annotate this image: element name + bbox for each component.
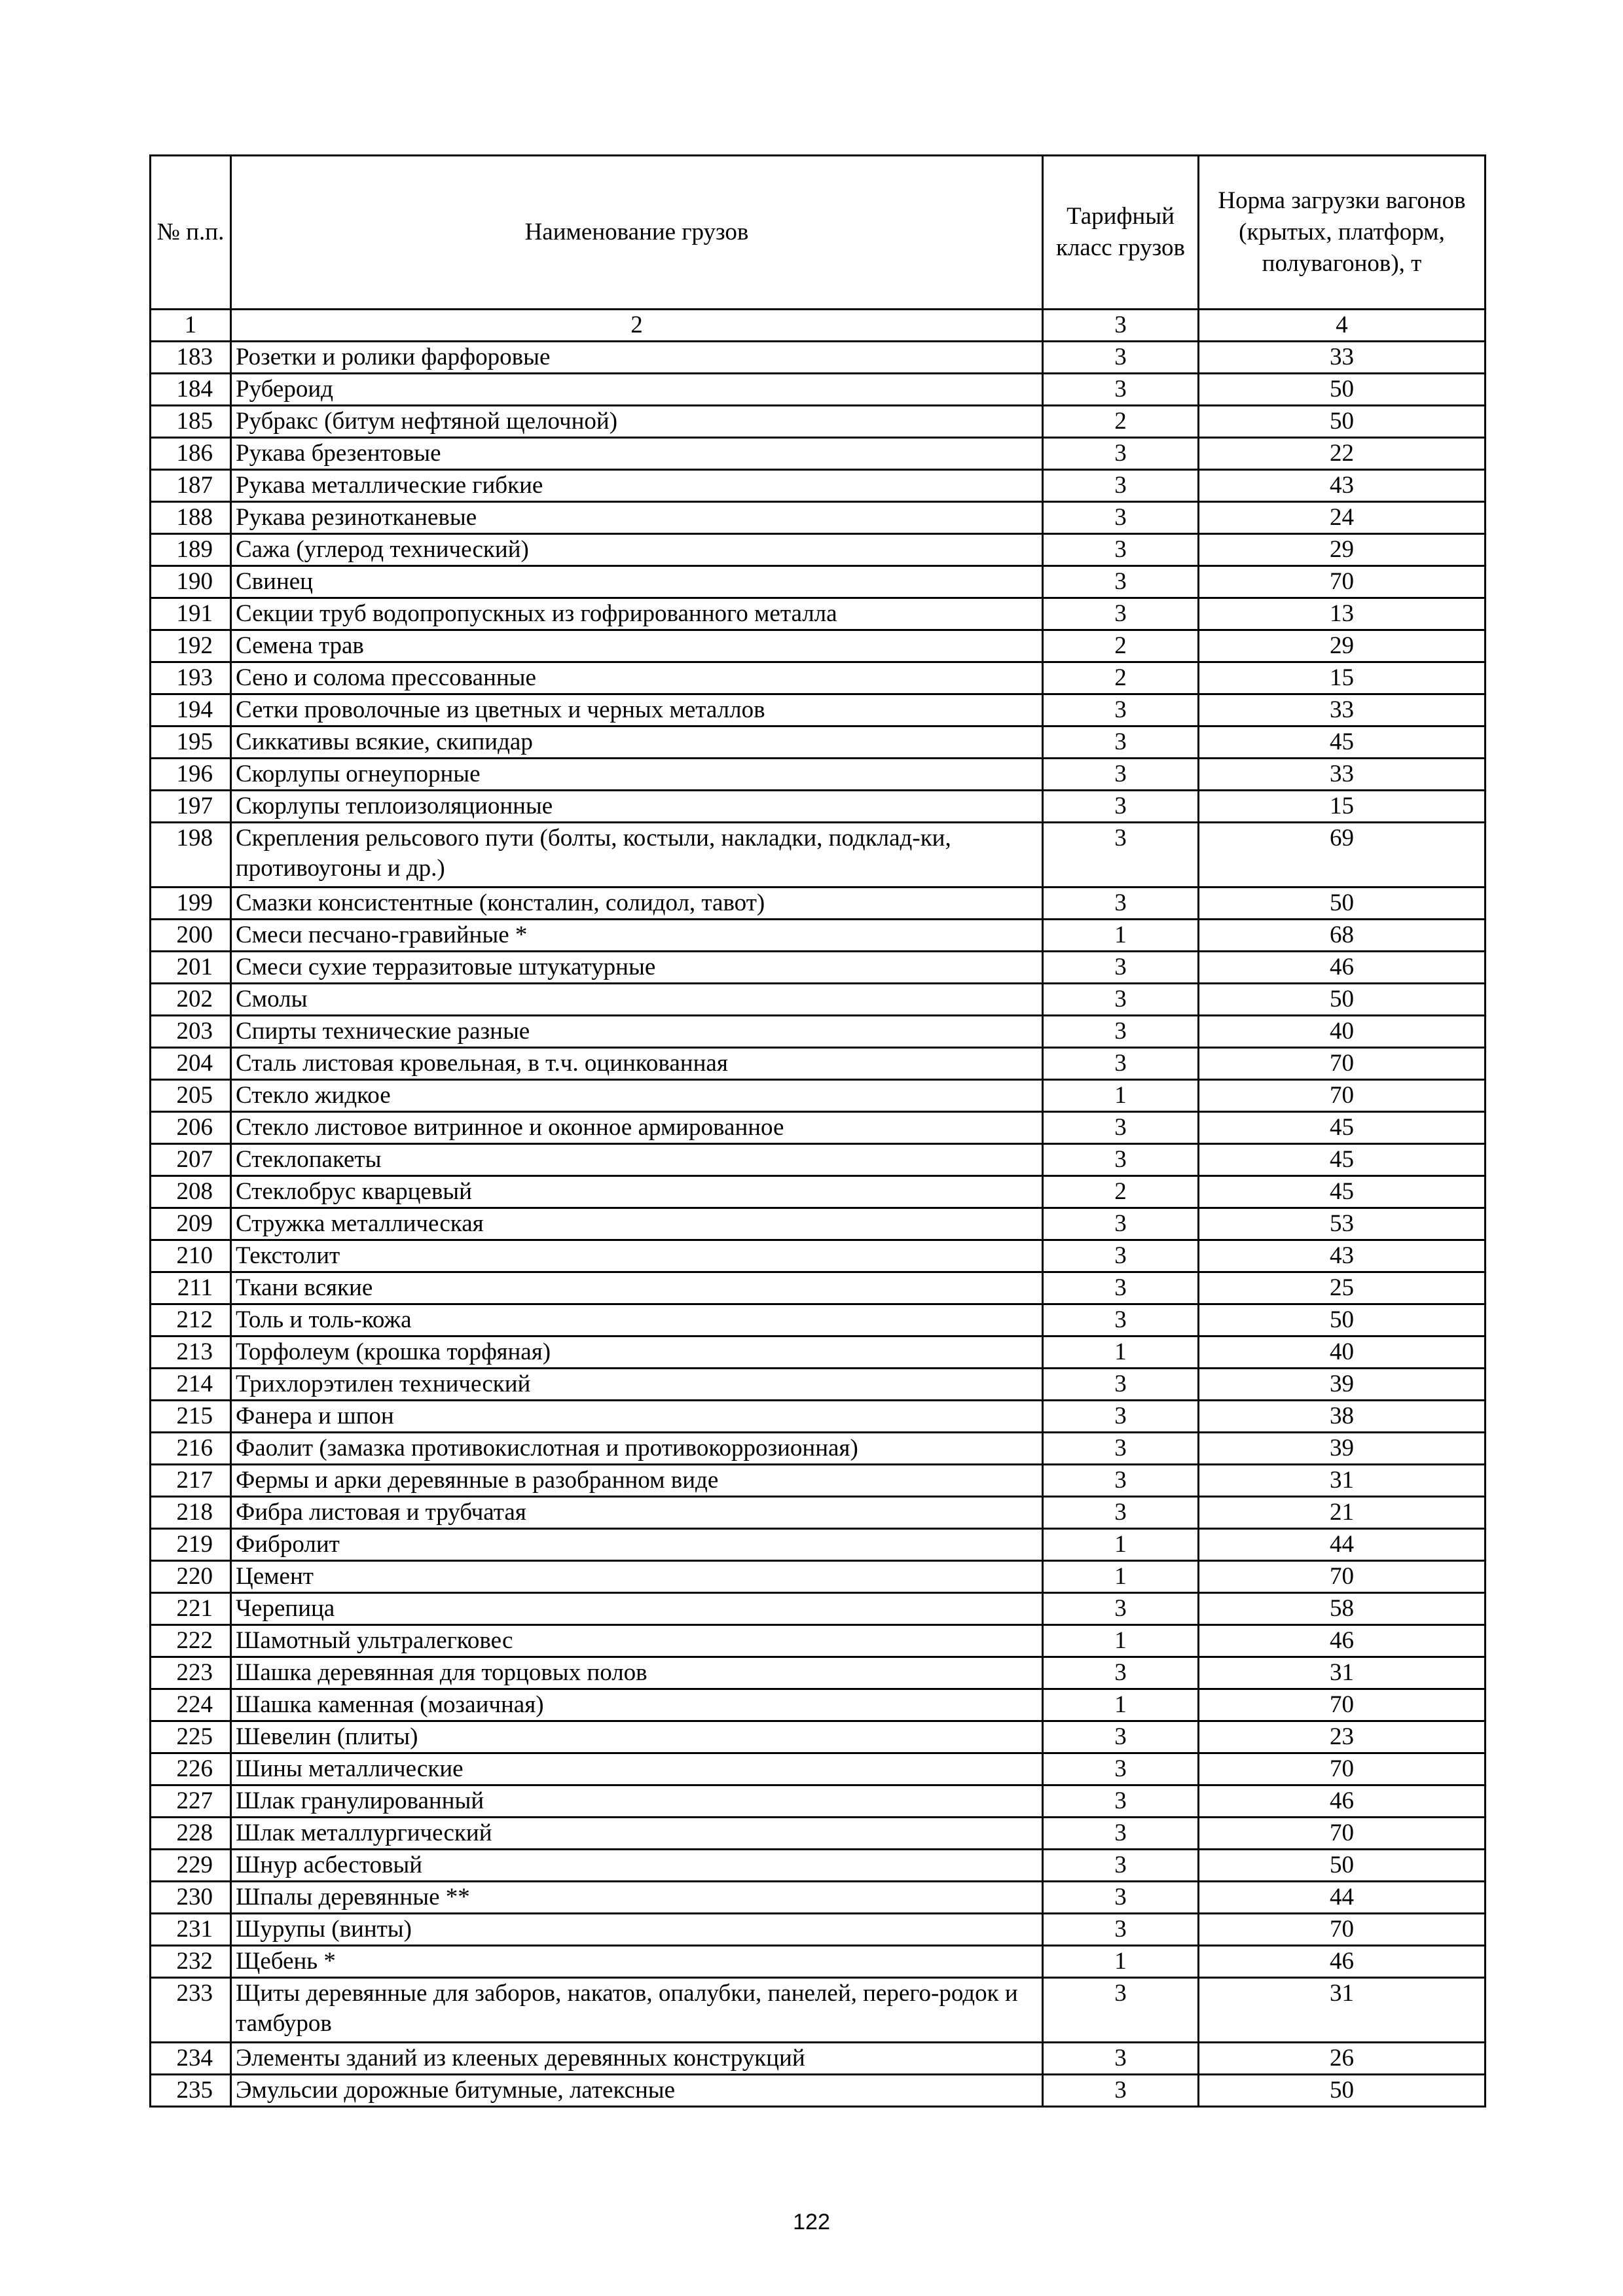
- tariff-class: 3: [1043, 1208, 1199, 1240]
- tariff-class: 3: [1043, 598, 1199, 630]
- load-norm: 46: [1199, 1625, 1486, 1657]
- load-norm: 44: [1199, 1529, 1486, 1561]
- table-row: [151, 1048, 1486, 1080]
- row-number: 197: [151, 791, 231, 823]
- load-norm: 58: [1199, 1593, 1486, 1625]
- cargo-name: Цемент: [231, 1561, 1043, 1593]
- load-norm: 24: [1199, 502, 1486, 534]
- cargo-name: Элементы зданий из клееных деревянных конструкций: [231, 2043, 1043, 2075]
- row-number: 228: [151, 1818, 231, 1850]
- row-number: 221: [151, 1593, 231, 1625]
- table-row: [151, 534, 1486, 566]
- cargo-name: Толь и толь-кожа: [231, 1304, 1043, 1336]
- cargo-name: Секции труб водопропускных из гофрированного металла: [231, 598, 1043, 630]
- load-norm: 31: [1199, 1657, 1486, 1689]
- load-norm: 38: [1199, 1401, 1486, 1433]
- load-norm: 70: [1199, 1818, 1486, 1850]
- row-number: 212: [151, 1304, 231, 1336]
- table-row: [151, 1336, 1486, 1369]
- table-row: [151, 598, 1486, 630]
- row-number: 200: [151, 920, 231, 952]
- row-number: 215: [151, 1401, 231, 1433]
- table-row: [151, 406, 1486, 438]
- row-number: 226: [151, 1753, 231, 1785]
- row-number: 235: [151, 2075, 231, 2107]
- column-number-row: [151, 310, 1486, 342]
- row-number: 209: [151, 1208, 231, 1240]
- load-norm: 43: [1199, 470, 1486, 502]
- cargo-name: Трихлорэтилен технический: [231, 1369, 1043, 1401]
- row-number: 234: [151, 2043, 231, 2075]
- load-norm: 13: [1199, 598, 1486, 630]
- cargo-name: Сталь листовая кровельная, в т.ч. оцинкованная: [231, 1048, 1043, 1080]
- table-row: [151, 791, 1486, 823]
- table-row: [151, 1914, 1486, 1946]
- load-norm: 39: [1199, 1433, 1486, 1465]
- load-norm: 33: [1199, 694, 1486, 726]
- table-row: [151, 1433, 1486, 1465]
- tariff-class: 3: [1043, 1112, 1199, 1144]
- tariff-class: 2: [1043, 406, 1199, 438]
- table-row: [151, 1721, 1486, 1753]
- table-row: [151, 1304, 1486, 1336]
- table-row: [151, 1112, 1486, 1144]
- table-row: [151, 1882, 1486, 1914]
- column-number: 1: [151, 310, 231, 342]
- load-norm: 46: [1199, 952, 1486, 984]
- row-number: 231: [151, 1914, 231, 1946]
- row-number: 199: [151, 888, 231, 920]
- table-row: [151, 342, 1486, 374]
- cargo-name: Шлак гранулированный: [231, 1785, 1043, 1818]
- table-row: [151, 1978, 1486, 2043]
- table-row: [151, 1657, 1486, 1689]
- tariff-class: 3: [1043, 1401, 1199, 1433]
- load-norm: 70: [1199, 1561, 1486, 1593]
- row-number: 189: [151, 534, 231, 566]
- load-norm: 39: [1199, 1369, 1486, 1401]
- cargo-name: Черепица: [231, 1593, 1043, 1625]
- tariff-class: 3: [1043, 1785, 1199, 1818]
- load-norm: 31: [1199, 1465, 1486, 1497]
- table-row: [151, 952, 1486, 984]
- cargo-name: Стеклобрус кварцевый: [231, 1176, 1043, 1208]
- cargo-name: Фанера и шпон: [231, 1401, 1043, 1433]
- table-row: [151, 1497, 1486, 1529]
- tariff-class: 1: [1043, 1689, 1199, 1721]
- row-number: 213: [151, 1336, 231, 1369]
- tariff-class: 1: [1043, 1080, 1199, 1112]
- table-row: [151, 1240, 1486, 1272]
- table-row: [151, 823, 1486, 888]
- load-norm: 46: [1199, 1946, 1486, 1978]
- cargo-name: Сено и солома прессованные: [231, 662, 1043, 694]
- table-row: [151, 1401, 1486, 1433]
- cargo-name: Щиты деревянные для заборов, накатов, опалубки, панелей, перего-родок и тамбуров: [231, 1978, 1043, 2043]
- tariff-class: 3: [1043, 1272, 1199, 1304]
- table-row: [151, 1561, 1486, 1593]
- tariff-class: 1: [1043, 1625, 1199, 1657]
- load-norm: 40: [1199, 1016, 1486, 1048]
- cargo-name: Сиккативы всякие, скипидар: [231, 726, 1043, 759]
- cargo-name: Эмульсии дорожные битумные, латексные: [231, 2075, 1043, 2107]
- tariff-class: 2: [1043, 1176, 1199, 1208]
- cargo-name: Стекло листовое витринное и оконное армированное: [231, 1112, 1043, 1144]
- cargo-name: Стружка металлическая: [231, 1208, 1043, 1240]
- tariff-class: 1: [1043, 1529, 1199, 1561]
- load-norm: 15: [1199, 662, 1486, 694]
- row-number: 188: [151, 502, 231, 534]
- cargo-name: Смазки консистентные (консталин, солидол, тавот): [231, 888, 1043, 920]
- table-row: [151, 888, 1486, 920]
- tariff-class: 3: [1043, 1818, 1199, 1850]
- tariff-class: 3: [1043, 1144, 1199, 1176]
- row-number: 184: [151, 374, 231, 406]
- tariff-class: 3: [1043, 1657, 1199, 1689]
- load-norm: 50: [1199, 1304, 1486, 1336]
- tariff-class: 1: [1043, 1561, 1199, 1593]
- load-norm: 50: [1199, 984, 1486, 1016]
- cargo-name: Рубракс (битум нефтяной щелочной): [231, 406, 1043, 438]
- row-number: 198: [151, 823, 231, 888]
- tariff-class: 1: [1043, 1336, 1199, 1369]
- table-row: [151, 1946, 1486, 1978]
- cargo-name: Ткани всякие: [231, 1272, 1043, 1304]
- tariff-class: 3: [1043, 1240, 1199, 1272]
- row-number: 205: [151, 1080, 231, 1112]
- load-norm: 46: [1199, 1785, 1486, 1818]
- cargo-name: Смеси сухие терразитовые штукатурные: [231, 952, 1043, 984]
- table-row: [151, 1818, 1486, 1850]
- tariff-class: 3: [1043, 374, 1199, 406]
- cargo-name: Фаолит (замазка противокислотная и противокоррозионная): [231, 1433, 1043, 1465]
- column-number: 4: [1199, 310, 1486, 342]
- table-row: [151, 662, 1486, 694]
- cargo-name: Рукава металлические гибкие: [231, 470, 1043, 502]
- row-number: 204: [151, 1048, 231, 1080]
- cargo-name: Фермы и арки деревянные в разобранном виде: [231, 1465, 1043, 1497]
- load-norm: 50: [1199, 1850, 1486, 1882]
- load-norm: 22: [1199, 438, 1486, 470]
- table-row: [151, 1689, 1486, 1721]
- cargo-name: Шнур асбестовый: [231, 1850, 1043, 1882]
- tariff-class: 3: [1043, 1882, 1199, 1914]
- tariff-class: 3: [1043, 694, 1199, 726]
- row-number: 203: [151, 1016, 231, 1048]
- tariff-class: 3: [1043, 1304, 1199, 1336]
- load-norm: 21: [1199, 1497, 1486, 1529]
- cargo-name: Шлак металлургический: [231, 1818, 1043, 1850]
- cargo-name: Шевелин (плиты): [231, 1721, 1043, 1753]
- cargo-name: Шпалы деревянные **: [231, 1882, 1043, 1914]
- tariff-class: 3: [1043, 342, 1199, 374]
- row-number: 222: [151, 1625, 231, 1657]
- load-norm: 50: [1199, 888, 1486, 920]
- table-row: [151, 2075, 1486, 2107]
- tariff-class: 3: [1043, 952, 1199, 984]
- row-number: 185: [151, 406, 231, 438]
- table-row: [151, 1144, 1486, 1176]
- load-norm: 45: [1199, 1176, 1486, 1208]
- table-row: [151, 984, 1486, 1016]
- cargo-name: Рукава резинотканевые: [231, 502, 1043, 534]
- cargo-name: Шины металлические: [231, 1753, 1043, 1785]
- row-number: 233: [151, 1978, 231, 2043]
- load-norm: 69: [1199, 823, 1486, 888]
- cargo-name: Торфолеум (крошка торфяная): [231, 1336, 1043, 1369]
- header-tariff-class: Тарифный класс грузов: [1043, 156, 1199, 310]
- table-row: [151, 1625, 1486, 1657]
- tariff-class: 3: [1043, 1497, 1199, 1529]
- load-norm: 15: [1199, 791, 1486, 823]
- header-name: Наименование грузов: [231, 156, 1043, 310]
- row-number: 194: [151, 694, 231, 726]
- row-number: 202: [151, 984, 231, 1016]
- cargo-name: Шашка деревянная для торцовых полов: [231, 1657, 1043, 1689]
- tariff-class: 3: [1043, 566, 1199, 598]
- column-number: 2: [231, 310, 1043, 342]
- load-norm: 40: [1199, 1336, 1486, 1369]
- tariff-class: 3: [1043, 502, 1199, 534]
- row-number: 225: [151, 1721, 231, 1753]
- load-norm: 70: [1199, 566, 1486, 598]
- table-row: [151, 1016, 1486, 1048]
- row-number: 196: [151, 759, 231, 791]
- table-row: [151, 1850, 1486, 1882]
- tariff-class: 3: [1043, 823, 1199, 888]
- row-number: 208: [151, 1176, 231, 1208]
- cargo-name: Смеси песчано-гравийные *: [231, 920, 1043, 952]
- load-norm: 70: [1199, 1689, 1486, 1721]
- cargo-name: Стеклопакеты: [231, 1144, 1043, 1176]
- tariff-class: 3: [1043, 1433, 1199, 1465]
- row-number: 186: [151, 438, 231, 470]
- tariff-class: 3: [1043, 1978, 1199, 2043]
- row-number: 183: [151, 342, 231, 374]
- tariff-class: 3: [1043, 759, 1199, 791]
- cargo-name: Сажа (углерод технический): [231, 534, 1043, 566]
- table-row: [151, 726, 1486, 759]
- load-norm: 33: [1199, 342, 1486, 374]
- tariff-class: 3: [1043, 726, 1199, 759]
- row-number: 220: [151, 1561, 231, 1593]
- tariff-class: 3: [1043, 1048, 1199, 1080]
- cargo-name: Стекло жидкое: [231, 1080, 1043, 1112]
- load-norm: 26: [1199, 2043, 1486, 2075]
- table-row: [151, 566, 1486, 598]
- row-number: 192: [151, 630, 231, 662]
- cargo-name: Спирты технические разные: [231, 1016, 1043, 1048]
- tariff-class: 3: [1043, 1914, 1199, 1946]
- load-norm: 45: [1199, 726, 1486, 759]
- row-number: 224: [151, 1689, 231, 1721]
- table-row: [151, 438, 1486, 470]
- load-norm: 68: [1199, 920, 1486, 952]
- cargo-name: Смолы: [231, 984, 1043, 1016]
- cargo-name: Шамотный ультралегковес: [231, 1625, 1043, 1657]
- cargo-name: Фибролит: [231, 1529, 1043, 1561]
- cargo-name: Рубероид: [231, 374, 1043, 406]
- tariff-class: 3: [1043, 470, 1199, 502]
- cargo-name: Скорлупы огнеупорные: [231, 759, 1043, 791]
- header-num: № п.п.: [151, 156, 231, 310]
- header-row: [151, 156, 1486, 310]
- load-norm: 50: [1199, 374, 1486, 406]
- row-number: 230: [151, 1882, 231, 1914]
- row-number: 207: [151, 1144, 231, 1176]
- load-norm: 29: [1199, 630, 1486, 662]
- table-row: [151, 1753, 1486, 1785]
- load-norm: 53: [1199, 1208, 1486, 1240]
- cargo-name: Фибра листовая и трубчатая: [231, 1497, 1043, 1529]
- load-norm: 45: [1199, 1144, 1486, 1176]
- tariff-class: 3: [1043, 1753, 1199, 1785]
- load-norm: 25: [1199, 1272, 1486, 1304]
- load-norm: 50: [1199, 2075, 1486, 2107]
- row-number: 217: [151, 1465, 231, 1497]
- tariff-class: 3: [1043, 2043, 1199, 2075]
- table-row: [151, 1529, 1486, 1561]
- cargo-name: Розетки и ролики фарфоровые: [231, 342, 1043, 374]
- table-row: [151, 2043, 1486, 2075]
- row-number: 214: [151, 1369, 231, 1401]
- tariff-class: 3: [1043, 984, 1199, 1016]
- table-row: [151, 502, 1486, 534]
- load-norm: 43: [1199, 1240, 1486, 1272]
- cargo-name: Сетки проволочные из цветных и черных металлов: [231, 694, 1043, 726]
- load-norm: 70: [1199, 1914, 1486, 1946]
- table-row: [151, 1208, 1486, 1240]
- tariff-class: 3: [1043, 1465, 1199, 1497]
- tariff-class: 1: [1043, 920, 1199, 952]
- load-norm: 50: [1199, 406, 1486, 438]
- table-row: [151, 1080, 1486, 1112]
- row-number: 191: [151, 598, 231, 630]
- load-norm: 70: [1199, 1048, 1486, 1080]
- load-norm: 33: [1199, 759, 1486, 791]
- table-row: [151, 759, 1486, 791]
- tariff-class: 3: [1043, 1016, 1199, 1048]
- row-number: 193: [151, 662, 231, 694]
- row-number: 195: [151, 726, 231, 759]
- table-row: [151, 1272, 1486, 1304]
- row-number: 232: [151, 1946, 231, 1978]
- tariff-class: 2: [1043, 630, 1199, 662]
- table-row: [151, 1176, 1486, 1208]
- page-number: 122: [793, 2210, 830, 2234]
- table-row: [151, 1465, 1486, 1497]
- cargo-name: Щебень *: [231, 1946, 1043, 1978]
- load-norm: 29: [1199, 534, 1486, 566]
- cargo-name: Скорлупы теплоизоляционные: [231, 791, 1043, 823]
- row-number: 229: [151, 1850, 231, 1882]
- tariff-class: 3: [1043, 438, 1199, 470]
- cargo-name: Текстолит: [231, 1240, 1043, 1272]
- cargo-name: Рукава брезентовые: [231, 438, 1043, 470]
- table-row: [151, 470, 1486, 502]
- tariff-class: 3: [1043, 888, 1199, 920]
- row-number: 187: [151, 470, 231, 502]
- row-number: 227: [151, 1785, 231, 1818]
- table-row: [151, 920, 1486, 952]
- tariff-class: 1: [1043, 1946, 1199, 1978]
- table-row: [151, 1593, 1486, 1625]
- load-norm: 31: [1199, 1978, 1486, 2043]
- tariff-class: 2: [1043, 662, 1199, 694]
- table-row: [151, 1369, 1486, 1401]
- table-row: [151, 630, 1486, 662]
- cargo-name: Скрепления рельсового пути (болты, костыли, накладки, подклад-ки, противоугоны и др.): [231, 823, 1043, 888]
- tariff-class: 3: [1043, 791, 1199, 823]
- tariff-class: 3: [1043, 1593, 1199, 1625]
- load-norm: 70: [1199, 1080, 1486, 1112]
- row-number: 201: [151, 952, 231, 984]
- row-number: 206: [151, 1112, 231, 1144]
- load-norm: 45: [1199, 1112, 1486, 1144]
- load-norm: 70: [1199, 1753, 1486, 1785]
- tariff-class: 3: [1043, 2075, 1199, 2107]
- row-number: 210: [151, 1240, 231, 1272]
- row-number: 218: [151, 1497, 231, 1529]
- column-number: 3: [1043, 310, 1199, 342]
- tariff-class: 3: [1043, 1850, 1199, 1882]
- cargo-name: Шурупы (винты): [231, 1914, 1043, 1946]
- table-row: [151, 694, 1486, 726]
- row-number: 223: [151, 1657, 231, 1689]
- row-number: 211: [151, 1272, 231, 1304]
- cargo-name: Семена трав: [231, 630, 1043, 662]
- load-norm: 44: [1199, 1882, 1486, 1914]
- cargo-name: Свинец: [231, 566, 1043, 598]
- load-norm: 23: [1199, 1721, 1486, 1753]
- tariff-class: 3: [1043, 1369, 1199, 1401]
- header-load-norm: Норма загрузки вагонов (крытых, платформ, полувагонов), т: [1199, 156, 1486, 310]
- table-row: [151, 374, 1486, 406]
- cargo-table: [149, 154, 1486, 2108]
- table-row: [151, 1785, 1486, 1818]
- row-number: 216: [151, 1433, 231, 1465]
- tariff-class: 3: [1043, 534, 1199, 566]
- tariff-class: 3: [1043, 1721, 1199, 1753]
- row-number: 219: [151, 1529, 231, 1561]
- cargo-name: Шашка каменная (мозаичная): [231, 1689, 1043, 1721]
- row-number: 190: [151, 566, 231, 598]
